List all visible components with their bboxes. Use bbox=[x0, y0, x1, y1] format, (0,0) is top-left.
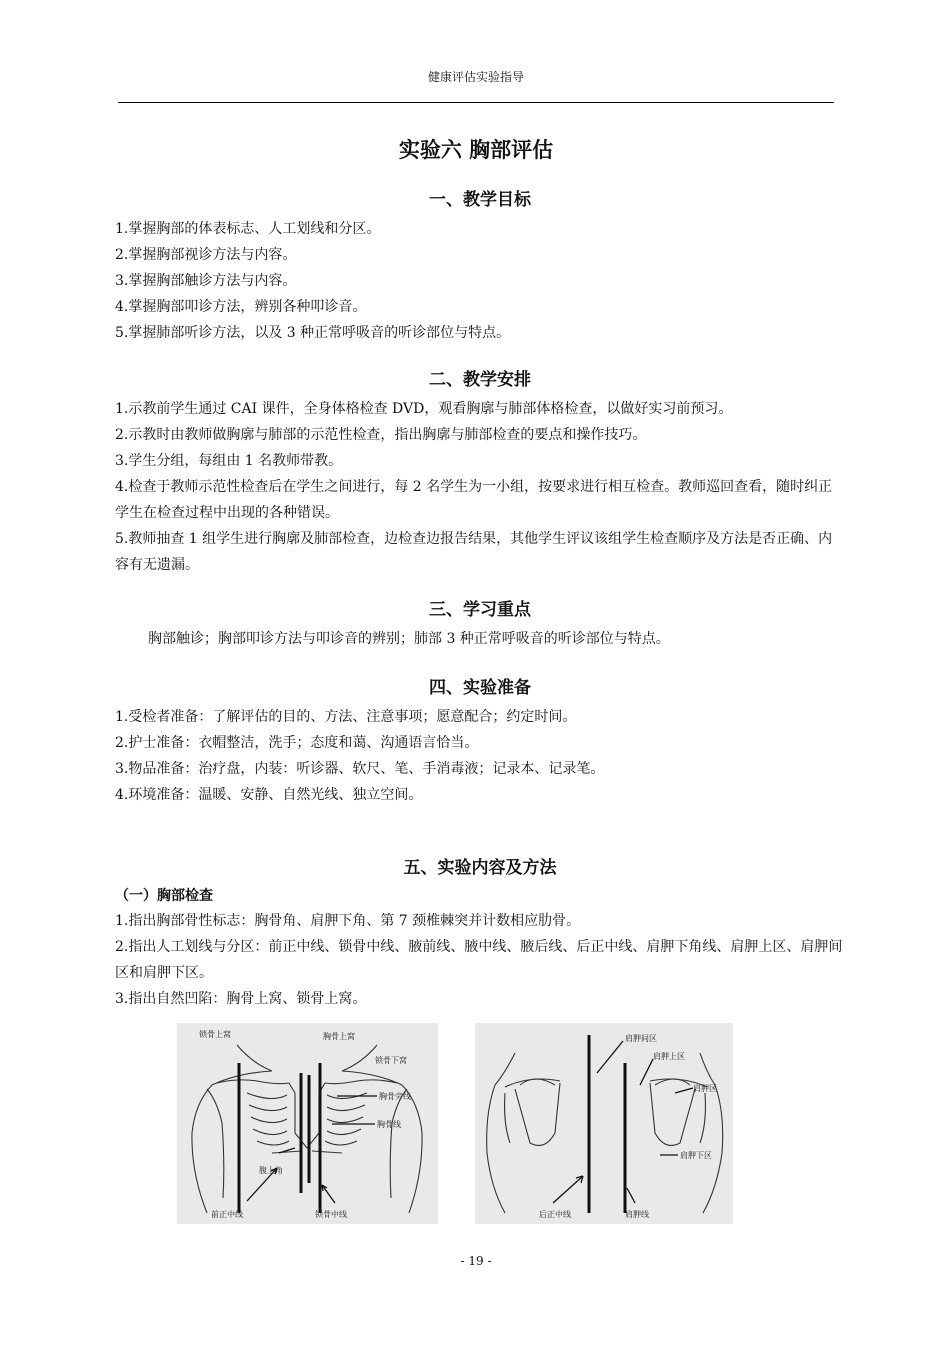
list-item: 2.护士准备：衣帽整洁，洗手；态度和蔼、沟通语言恰当。 bbox=[115, 735, 479, 751]
section-content bbox=[115, 856, 845, 1012]
label-sternal: 胸骨线 bbox=[377, 1120, 401, 1129]
label-interscapular: 肩胛间区 bbox=[625, 1034, 657, 1043]
label-infraclavicular: 锁骨下窝 bbox=[375, 1056, 407, 1065]
label-scapular-line: 肩胛线 bbox=[625, 1210, 649, 1219]
paragraph: 胸部触诊；胸部叩诊方法与叩诊音的辨别；肺部 3 种正常呼吸音的听诊部位与特点。 bbox=[148, 631, 670, 647]
label-midclavicular: 锁骨中线 bbox=[315, 1210, 347, 1219]
section-arrangement bbox=[115, 368, 845, 578]
label-parasternal: 胸骨旁线 bbox=[379, 1092, 411, 1101]
back-drawing bbox=[475, 1023, 733, 1224]
label-scapular-region: 肩胛区 bbox=[693, 1084, 717, 1093]
label-supraclavicular: 锁骨上窝 bbox=[199, 1030, 231, 1039]
label-anterior-midline: 前正中线 bbox=[211, 1210, 243, 1219]
list-item: 2.掌握胸部视诊方法与内容。 bbox=[115, 247, 297, 263]
list-item: 1.示教前学生通过 CAI 课件，全身体格检查 DVD，观看胸廓与肺部体格检查，以做好实习前预习。 bbox=[115, 401, 733, 417]
list-item: 2.指出人工划线与分区：前正中线、锁骨中线、腋前线、腋中线、腋后线、后正中线、肩胛下角线、肩胛上区、肩胛间区和肩胛下区。 bbox=[115, 939, 843, 981]
front-chest-figure bbox=[177, 1023, 438, 1224]
list-item: 1.掌握胸部的体表标志、人工划线和分区。 bbox=[115, 221, 381, 237]
section-heading: 一、教学目标 bbox=[429, 190, 531, 210]
page-number: - 19 - bbox=[460, 1254, 492, 1268]
list-item: 1.指出胸部骨性标志：胸骨角、肩胛下角、第 7 颈椎棘突并计数相应肋骨。 bbox=[115, 913, 581, 929]
list-item: 1.受检者准备：了解评估的目的、方法、注意事项；愿意配合；约定时间。 bbox=[115, 709, 577, 725]
list-item: 4.检查于教师示范性检查后在学生之间进行，每 2 名学生为一小组，按要求进行相互检查。教师巡回查看，随时纠正学生在检查过程中出现的各种错误。 bbox=[115, 479, 833, 521]
section-goals bbox=[115, 188, 845, 346]
section-preparation bbox=[115, 676, 845, 808]
subheading: （一）胸部检查 bbox=[115, 888, 213, 904]
page-title: 实验六 胸部评估 bbox=[398, 138, 554, 162]
running-header: 健康评估实验指导 bbox=[427, 70, 524, 84]
section-heading: 四、实验准备 bbox=[429, 678, 531, 698]
section-heading: 二、教学安排 bbox=[429, 370, 531, 390]
list-item: 3.掌握胸部触诊方法与内容。 bbox=[115, 273, 297, 289]
label-infrascapular: 肩胛下区 bbox=[680, 1151, 712, 1160]
list-item: 4.环境准备：温暖、安静、自然光线、独立空间。 bbox=[115, 787, 423, 803]
header-rule bbox=[118, 102, 834, 103]
front-chest-drawing bbox=[177, 1023, 438, 1224]
label-suprasternal: 胸骨上窝 bbox=[323, 1032, 355, 1041]
label-posterior-midline: 后正中线 bbox=[539, 1210, 571, 1219]
list-item: 5.教师抽查 1 组学生进行胸廓及肺部检查，边检查边报告结果，其他学生评议该组学生检查顺序及方法是否正确、内容有无遗漏。 bbox=[115, 531, 833, 573]
list-item: 3.物品准备：治疗盘，内装：听诊器、软尺、笔、手消毒液；记录本、记录笔。 bbox=[115, 761, 605, 777]
label-suprascapular: 肩胛上区 bbox=[653, 1052, 685, 1061]
list-item: 3.学生分组，每组由 1 名教师带教。 bbox=[115, 453, 343, 469]
list-item: 4.掌握胸部叩诊方法，辨别各种叩诊音。 bbox=[115, 299, 367, 315]
list-item: 2.示教时由教师做胸廓与肺部的示范性检查，指出胸廓与肺部检查的要点和操作技巧。 bbox=[115, 427, 647, 443]
list-item: 3.指出自然凹陷：胸骨上窝、锁骨上窝。 bbox=[115, 991, 367, 1007]
label-costal-angle: 腹上角 bbox=[259, 1166, 283, 1175]
section-heading: 三、学习重点 bbox=[429, 600, 531, 620]
section-heading: 五、实验内容及方法 bbox=[403, 858, 557, 878]
section-focus bbox=[115, 598, 845, 652]
list-item: 5.掌握肺部听诊方法，以及 3 种正常呼吸音的听诊部位与特点。 bbox=[115, 325, 511, 341]
back-figure bbox=[475, 1023, 733, 1224]
